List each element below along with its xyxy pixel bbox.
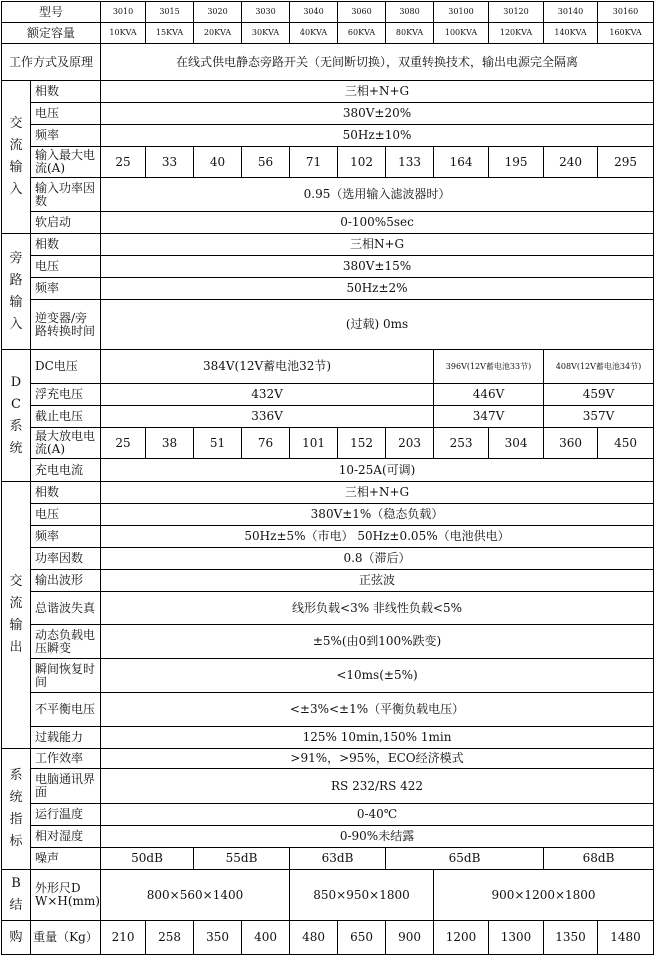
sys-noise-cell: 50dB — [101, 848, 194, 870]
ac-out-dynamic-label: 动态负载电压瞬变 — [31, 625, 101, 659]
sys-temp-value: 0-40℃ — [101, 804, 654, 826]
dc-discharge-cell: 25 — [101, 428, 146, 459]
struct-weight-cell: 1300 — [489, 921, 544, 955]
principle-label: 工作方式及原理 — [2, 44, 101, 81]
bypass-freq-value: 50Hz±2% — [101, 278, 654, 300]
ac-in-current-cell: 40 — [194, 147, 242, 178]
ac-in-softstart-label: 软启动 — [31, 212, 101, 234]
ac-out-thd-label: 总谐波失真 — [31, 592, 101, 625]
dc-discharge-cell: 450 — [598, 428, 654, 459]
dc-charge-value: 10-25A(可调) — [101, 459, 654, 482]
struct-weight-cell: 900 — [386, 921, 434, 955]
ac-out-thd-value: 线形负载<3% 非线性负载<5% — [101, 592, 654, 625]
dc-discharge-label: 最大放电电流(A) — [31, 428, 101, 459]
ac-out-pf-value: 0.8（滞后） — [101, 548, 654, 570]
dc-discharge-cell: 76 — [242, 428, 290, 459]
model-cell: 30140 — [544, 2, 598, 23]
bypass-transfer-value: (过载) 0ms — [101, 300, 654, 350]
ac-in-phase-value: 三相+N+G — [101, 81, 654, 103]
ac-in-current-cell: 240 — [544, 147, 598, 178]
capacity-cell: 60KVA — [338, 23, 386, 44]
model-cell: 3015 — [146, 2, 194, 23]
struct-weight-cell: 210 — [101, 921, 146, 955]
struct-weight-cell: 1480 — [598, 921, 654, 955]
ac-in-current-cell: 33 — [146, 147, 194, 178]
dc-voltage-a: 384V(12V蓄电池32节) — [101, 350, 434, 384]
capacity-cell: 140KVA — [544, 23, 598, 44]
ac-in-freq-value: 50Hz±10% — [101, 125, 654, 147]
dc-discharge-cell: 304 — [489, 428, 544, 459]
principle-row — [2, 44, 654, 81]
ac-out-voltage-label: 电压 — [31, 504, 101, 526]
sys-noise-cell: 68dB — [544, 848, 654, 870]
struct-weight-cell: 400 — [242, 921, 290, 955]
ac-in-phase-label: 相数 — [31, 81, 101, 103]
bypass-transfer-label: 逆变器/旁路转换时间 — [31, 300, 101, 350]
ac-out-unbalance-label: 不平衡电压 — [31, 693, 101, 727]
ac-in-current-cell: 102 — [338, 147, 386, 178]
model-cell: 3010 — [101, 2, 146, 23]
ac-out-freq-label: 频率 — [31, 526, 101, 548]
dc-float-a: 432V — [101, 384, 434, 406]
dc-voltage-c: 408V(12V蓄电池34节) — [544, 350, 654, 384]
struct-weight-cell: 350 — [194, 921, 242, 955]
section-structure: B 结 — [2, 870, 31, 921]
sys-noise-cell: 63dB — [290, 848, 386, 870]
dc-discharge-cell: 203 — [386, 428, 434, 459]
bypass-voltage-value: 380V±15% — [101, 256, 654, 278]
struct-dims-label: 外形尺D W×H(mm) — [31, 870, 101, 921]
principle-value: 在线式供电静态旁路开关（无间断切换），双重转换技术，输出电源完全隔离 — [101, 44, 654, 81]
dc-charge-label: 充电电流 — [31, 459, 101, 482]
struct-dims-cell: 850×950×1800 — [290, 870, 434, 921]
ac-in-current-cell: 195 — [489, 147, 544, 178]
ac-out-recovery-value: <10ms(±5%) — [101, 659, 654, 693]
dc-voltage-label: DC电压 — [31, 350, 101, 384]
model-row — [2, 2, 654, 23]
ac-in-pf-label: 输入功率因数 — [31, 178, 101, 212]
sys-eff-value: >91%，>95%，ECO经济模式 — [101, 749, 654, 769]
capacity-cell: 120KVA — [489, 23, 544, 44]
ac-out-wave-value: 正弦波 — [101, 570, 654, 592]
capacity-cell: 100KVA — [434, 23, 489, 44]
sys-noise-label: 噪声 — [31, 848, 101, 870]
model-cell: 3080 — [386, 2, 434, 23]
dc-float-b: 446V — [434, 384, 544, 406]
model-cell: 3020 — [194, 2, 242, 23]
dc-cutoff-a: 336V — [101, 406, 434, 428]
ac-out-recovery-label: 瞬间恢复时间 — [31, 659, 101, 693]
capacity-label: 额定容量 — [2, 23, 101, 44]
ups-spec-table — [1, 1, 654, 955]
capacity-cell: 20KVA — [194, 23, 242, 44]
ac-in-freq-label: 频率 — [31, 125, 101, 147]
struct-weight-cell: 480 — [290, 921, 338, 955]
dc-discharge-cell: 101 — [290, 428, 338, 459]
struct-weight-cell: 1200 — [434, 921, 489, 955]
ac-in-current-cell: 295 — [598, 147, 654, 178]
bypass-phase-label: 相数 — [31, 234, 101, 256]
ac-out-phase-value: 三相+N+G — [101, 482, 654, 504]
struct-weight-cell: 1350 — [544, 921, 598, 955]
model-cell: 30120 — [489, 2, 544, 23]
section-ac-output: 交 流 输 出 — [2, 482, 31, 749]
sys-eff-label: 工作效率 — [31, 749, 101, 769]
ac-out-voltage-value: 380V±1%（稳态负载） — [101, 504, 654, 526]
section-system: 系 统 指 标 — [2, 749, 31, 870]
model-cell: 3060 — [338, 2, 386, 23]
dc-discharge-cell: 51 — [194, 428, 242, 459]
model-cell: 30100 — [434, 2, 489, 23]
section-dc: D C 系 统 — [2, 350, 31, 482]
section-structure-b: 购 — [2, 921, 31, 955]
sys-humid-label: 相对湿度 — [31, 826, 101, 848]
dc-float-label: 浮充电压 — [31, 384, 101, 406]
dc-float-c: 459V — [544, 384, 654, 406]
ac-out-dynamic-value: ±5%(由0到100%跌变) — [101, 625, 654, 659]
dc-discharge-cell: 152 — [338, 428, 386, 459]
ac-in-current-cell: 56 — [242, 147, 290, 178]
capacity-cell: 30KVA — [242, 23, 290, 44]
ac-out-overload-label: 过载能力 — [31, 727, 101, 749]
dc-cutoff-b: 347V — [434, 406, 544, 428]
ac-in-pf-value: 0.95（选用输入滤波器时） — [101, 178, 654, 212]
struct-weight-label: 重量（Kg） — [31, 921, 101, 955]
ac-out-pf-label: 功率因数 — [31, 548, 101, 570]
struct-dims-cell: 900×1200×1800 — [434, 870, 654, 921]
ac-in-current-cell: 133 — [386, 147, 434, 178]
bypass-voltage-label: 电压 — [31, 256, 101, 278]
sys-humid-value: 0-90%未结露 — [101, 826, 654, 848]
dc-voltage-b: 396V(12V蓄电池33节) — [434, 350, 544, 384]
sys-noise-cell: 65dB — [386, 848, 544, 870]
model-cell: 3040 — [290, 2, 338, 23]
bypass-freq-label: 频率 — [31, 278, 101, 300]
sys-noise-cell: 55dB — [194, 848, 290, 870]
model-cell: 30160 — [598, 2, 654, 23]
dc-discharge-cell: 360 — [544, 428, 598, 459]
capacity-cell: 15KVA — [146, 23, 194, 44]
ac-out-phase-label: 相数 — [31, 482, 101, 504]
struct-dims-cell: 800×560×1400 — [101, 870, 290, 921]
model-label: 型号 — [2, 2, 101, 23]
ac-in-current-cell: 71 — [290, 147, 338, 178]
model-cell: 3030 — [242, 2, 290, 23]
struct-weight-cell: 258 — [146, 921, 194, 955]
ac-in-current-cell: 164 — [434, 147, 489, 178]
ac-out-unbalance-value: <±3%<±1%（平衡负载电压） — [101, 693, 654, 727]
section-ac-input: 交 流 输 入 — [2, 81, 31, 234]
dc-cutoff-label: 截止电压 — [31, 406, 101, 428]
ac-out-overload-value: 125% 10min,150% 1min — [101, 727, 654, 749]
sys-temp-label: 运行温度 — [31, 804, 101, 826]
dc-discharge-cell: 38 — [146, 428, 194, 459]
ac-in-voltage-value: 380V±20% — [101, 103, 654, 125]
dc-discharge-cell: 253 — [434, 428, 489, 459]
ac-in-current-cell: 25 — [101, 147, 146, 178]
capacity-cell: 40KVA — [290, 23, 338, 44]
ac-out-freq-value: 50Hz±5%（市电） 50Hz±0.05%（电池供电） — [101, 526, 654, 548]
sys-comm-value: RS 232/RS 422 — [101, 769, 654, 804]
ac-out-wave-label: 输出波形 — [31, 570, 101, 592]
capacity-cell: 80KVA — [386, 23, 434, 44]
ac-in-current-label: 输入最大电流(A) — [31, 147, 101, 178]
sys-comm-label: 电脑通讯界面 — [31, 769, 101, 804]
ac-in-softstart-value: 0-100%5sec — [101, 212, 654, 234]
bypass-phase-value: 三相N+G — [101, 234, 654, 256]
section-bypass: 旁 路 输 入 — [2, 234, 31, 350]
ac-in-voltage-label: 电压 — [31, 103, 101, 125]
capacity-cell: 10KVA — [101, 23, 146, 44]
struct-weight-cell: 650 — [338, 921, 386, 955]
dc-cutoff-c: 357V — [544, 406, 654, 428]
capacity-row — [2, 23, 654, 44]
capacity-cell: 160KVA — [598, 23, 654, 44]
